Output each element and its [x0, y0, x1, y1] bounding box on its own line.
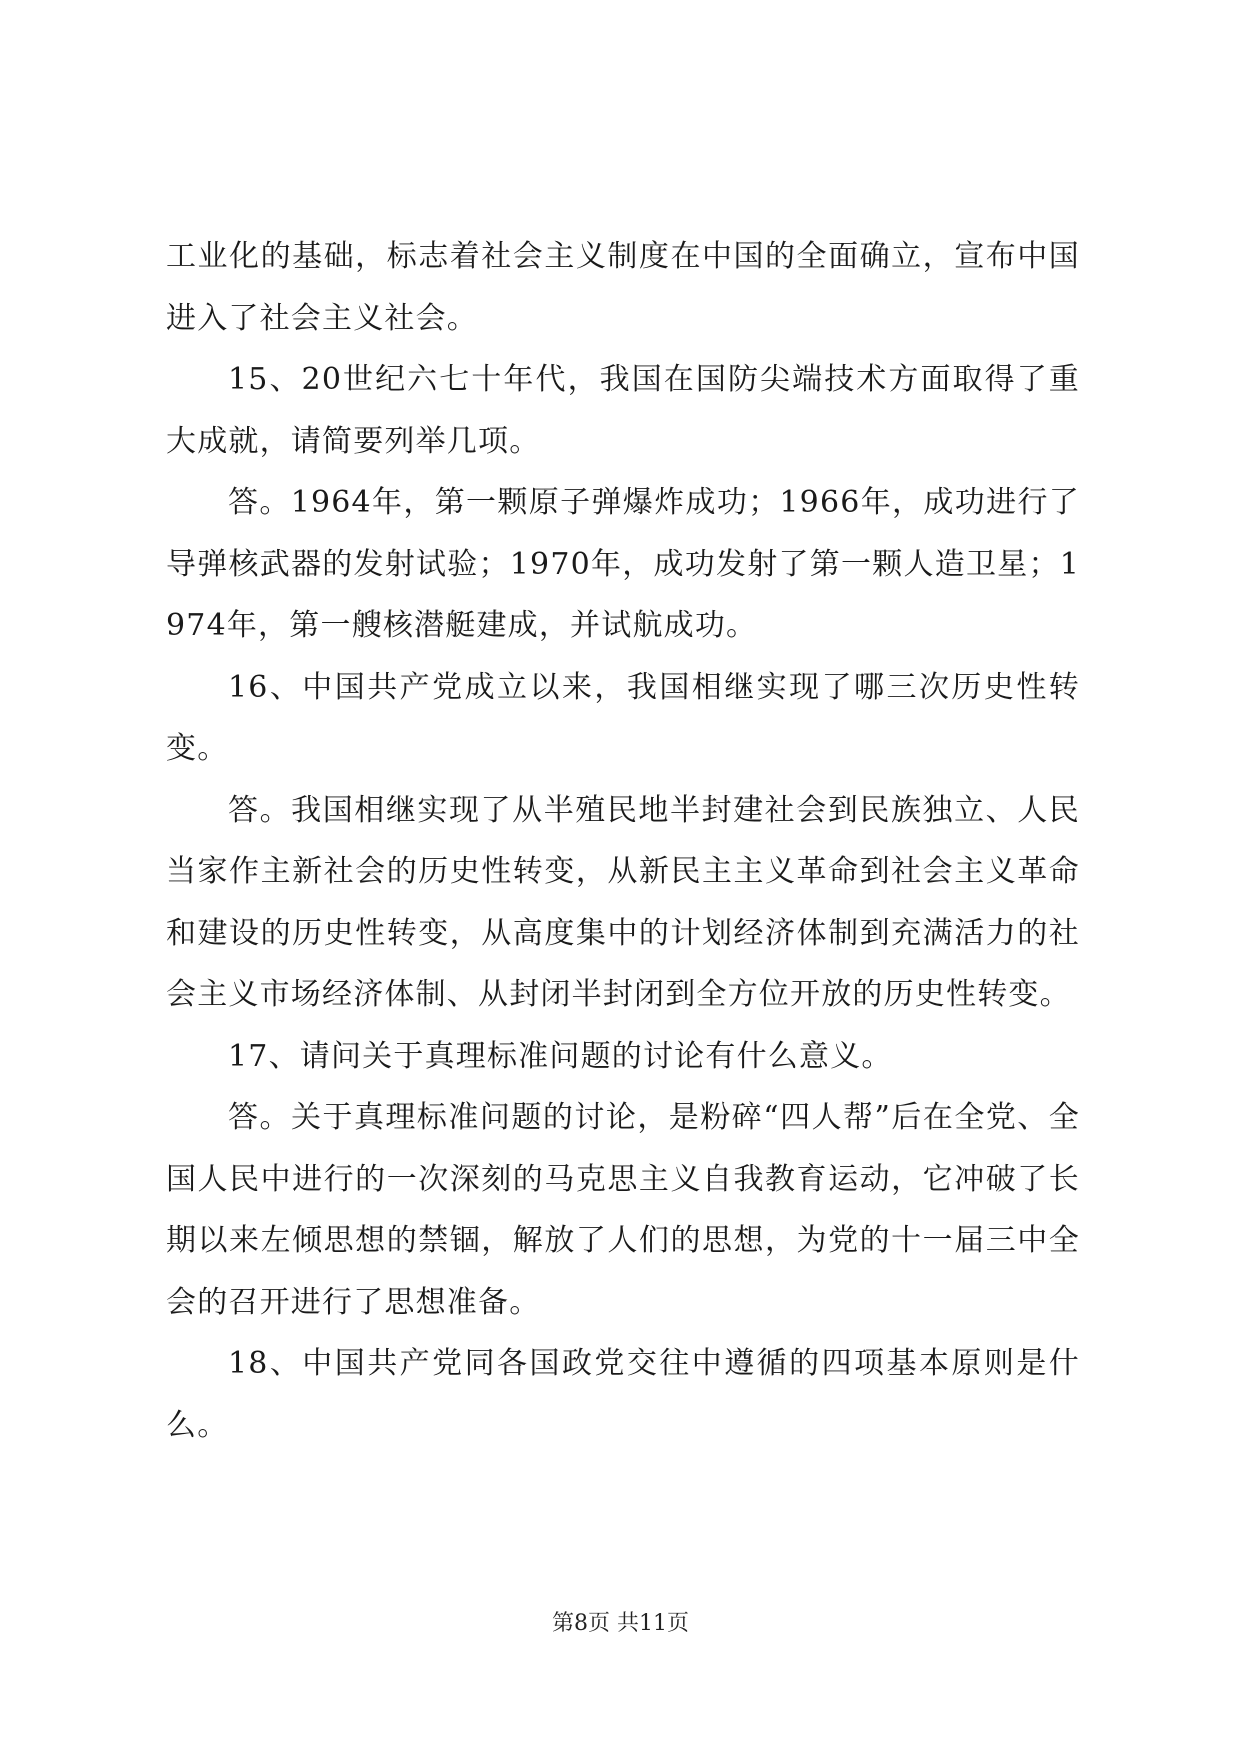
- document-body: [166, 226, 1080, 1456]
- question-15: 15、20世纪六七十年代，我国在国防尖端技术方面取得了重大成就，请简要列举几项。: [166, 362, 1080, 459]
- answer-15: 答。1964年，第一颗原子弹爆炸成功；1966年，成功进行了导弹核武器的发射试验；1970年，成功发射了第一颗人造卫星；1974年，第一艘核潜艇建成，并试航成功。: [166, 485, 1080, 643]
- answer-16: 答。我国相继实现了从半殖民地半封建社会到民族独立、人民当家作主新社会的历史性转变，从新民主主义革命到社会主义革命和建设的历史性转变，从高度集中的计划经济体制到充满活力的社会主义市场经济体制、从封闭半封闭到全方位开放的历史性转变。: [166, 792, 1080, 1012]
- question-17: 17、请问关于真理标准问题的讨论有什么意义。: [228, 1038, 893, 1074]
- answer-17: 答。关于真理标准问题的讨论，是粉碎“四人帮”后在全党、全国人民中进行的一次深刻的马克思主义自我教育运动，它冲破了长期以来左倾思想的禁锢，解放了人们的思想，为党的十一届三中全会的召开进行了思想准备。: [166, 1100, 1080, 1320]
- paragraph-continuation: 工业化的基础，标志着社会主义制度在中国的全面确立，宣布中国进入了社会主义社会。: [166, 239, 1080, 336]
- question-16: 16、中国共产党成立以来，我国相继实现了哪三次历史性转变。: [166, 669, 1080, 766]
- question-18: 18、中国共产党同各国政党交往中遵循的四项基本原则是什么。: [166, 1346, 1080, 1443]
- page-footer: 第8页 共11页: [552, 1611, 689, 1636]
